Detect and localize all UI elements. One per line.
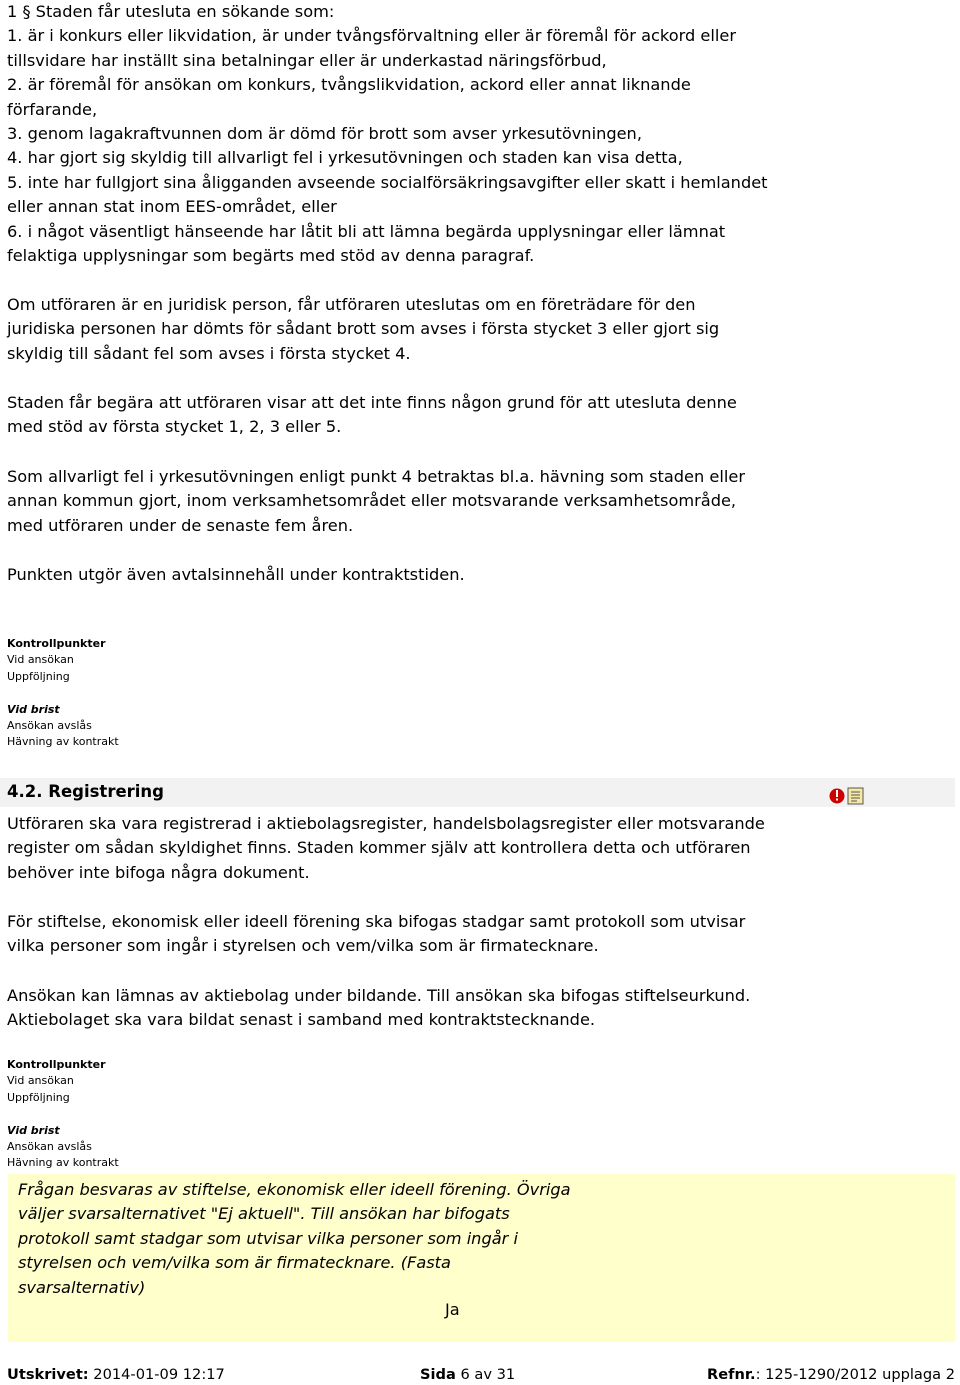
question-text: Frågan besvaras av stiftelse, ekonomisk eller ideell förening. Övriga väljer svarsalternativet "Ej aktuell". Till ansökan har bifogats protokoll samt stadgar som utvisar vilka personer som ingår i styrelsen och vem/vilka som är firmatecknare. (Fasta svarsalternativ): [18, 1180, 571, 1297]
paragraph-request-proof: Staden får begära att utföraren visar att det inte finns någon grund för att utesluta denne med stöd av första stycket 1, 2, 3 eller 5.: [7, 393, 737, 437]
printed-date: Utskrivet: 2014-01-09 12:17: [7, 1366, 225, 1383]
control-item: Uppföljning: [7, 669, 70, 683]
list-line: eller annan stat inom EES-området, eller: [7, 197, 337, 217]
list-line: 2. är föremål för ansökan om konkurs, tvångslikvidation, ackord eller annat liknande: [7, 75, 691, 95]
list-line: 3. genom lagakraftvunnen dom är dömd för brott som avser yrkesutövningen,: [7, 124, 642, 144]
shortcoming-heading: Vid brist: [7, 702, 60, 716]
shortcoming-item: Hävning av kontrakt: [7, 1156, 119, 1170]
control-item: Uppföljning: [7, 1090, 70, 1104]
control-heading: Kontrollpunkter: [7, 1058, 106, 1071]
document-icon[interactable]: [848, 788, 863, 804]
list-line: 1 § Staden får utesluta en sökande som:: [7, 2, 335, 21]
control-heading: Kontrollpunkter: [7, 637, 106, 650]
list-line: 1. är i konkurs eller likvidation, är under tvångsförvaltning eller är föremål för ackord eller: [7, 26, 736, 46]
answer-box: [8, 1174, 955, 1342]
paragraph-foundation: För stiftelse, ekonomisk eller ideell förening ska bifogas stadgar samt protokoll som utvisar vilka personer som ingår i styrelsen och vem/vilka som är firmatecknare.: [7, 912, 746, 956]
list-line: felaktiga upplysningar som begärts med stöd av denna paragraf.: [7, 246, 535, 266]
alert-icon[interactable]: [830, 789, 845, 804]
list-line: 6. i något väsentligt hänseende har låtit bli att lämna begärda upplysningar eller lämnat: [7, 221, 726, 241]
paragraph-contract-content: Punkten utgör även avtalsinnehåll under kontraktstiden.: [7, 565, 465, 584]
answer-value: Ja: [445, 1300, 460, 1319]
paragraph-serious-fault: Som allvarligt fel i yrkesutövningen enligt punkt 4 betraktas bl.a. hävning som staden eller annan kommun gjort, inom verksamhetsområdet eller motsvarande verksamhetsområde, med utföraren under de senaste fem åren.: [7, 467, 745, 535]
control-item: Vid ansökan: [7, 1074, 74, 1088]
shortcoming-item: Hävning av kontrakt: [7, 735, 119, 749]
shortcoming-heading: Vid brist: [7, 1123, 60, 1137]
shortcoming-item: Ansökan avslås: [7, 1140, 92, 1154]
list-line: 5. inte har fullgjort sina åligganden avseende socialförsäkringsavgifter eller skatt i hemlandet: [7, 172, 768, 192]
shortcoming-item: Ansökan avslås: [7, 719, 92, 733]
control-item: Vid ansökan: [7, 653, 74, 667]
reference-number: Refnr.: 125-1290/2012 upplaga 2: [707, 1366, 955, 1383]
control-points-2: [7, 1057, 119, 1172]
paragraph-legal-person: Om utföraren är en juridisk person, får utföraren uteslutas om en företrädare för den juridiska personen har dömts för sådant brott som avses i första stycket 3 eller gjort sig skyldig till sådant fel som avses i första stycket 4.: [7, 295, 720, 363]
control-points-1: [7, 636, 119, 751]
section-icons: [829, 786, 865, 806]
list-line: förfarande,: [7, 99, 98, 119]
section-title: 4.2. Registrering: [7, 782, 164, 801]
paragraph-registration: Utföraren ska vara registrerad i aktiebolagsregister, handelsbolagsregister eller motsvarande register om sådan skyldighet finns. Staden kommer själv att kontrollera detta och utföraren behöver inte bifoga några dokument.: [7, 814, 765, 882]
intro-list: [7, 0, 768, 268]
paragraph-company-forming: Ansökan kan lämnas av aktiebolag under bildande. Till ansökan ska bifogas stiftelseurkund. Aktiebolaget ska vara bildat senast i samband med kontraktstecknande.: [7, 986, 751, 1030]
list-line: tillsvidare har inställt sina betalningar eller är underkastad näringsförbud,: [7, 50, 607, 70]
page-number: Sida 6 av 31: [420, 1366, 516, 1383]
list-line: 4. har gjort sig skyldig till allvarligt fel i yrkesutövningen och staden kan visa detta,: [7, 148, 683, 168]
